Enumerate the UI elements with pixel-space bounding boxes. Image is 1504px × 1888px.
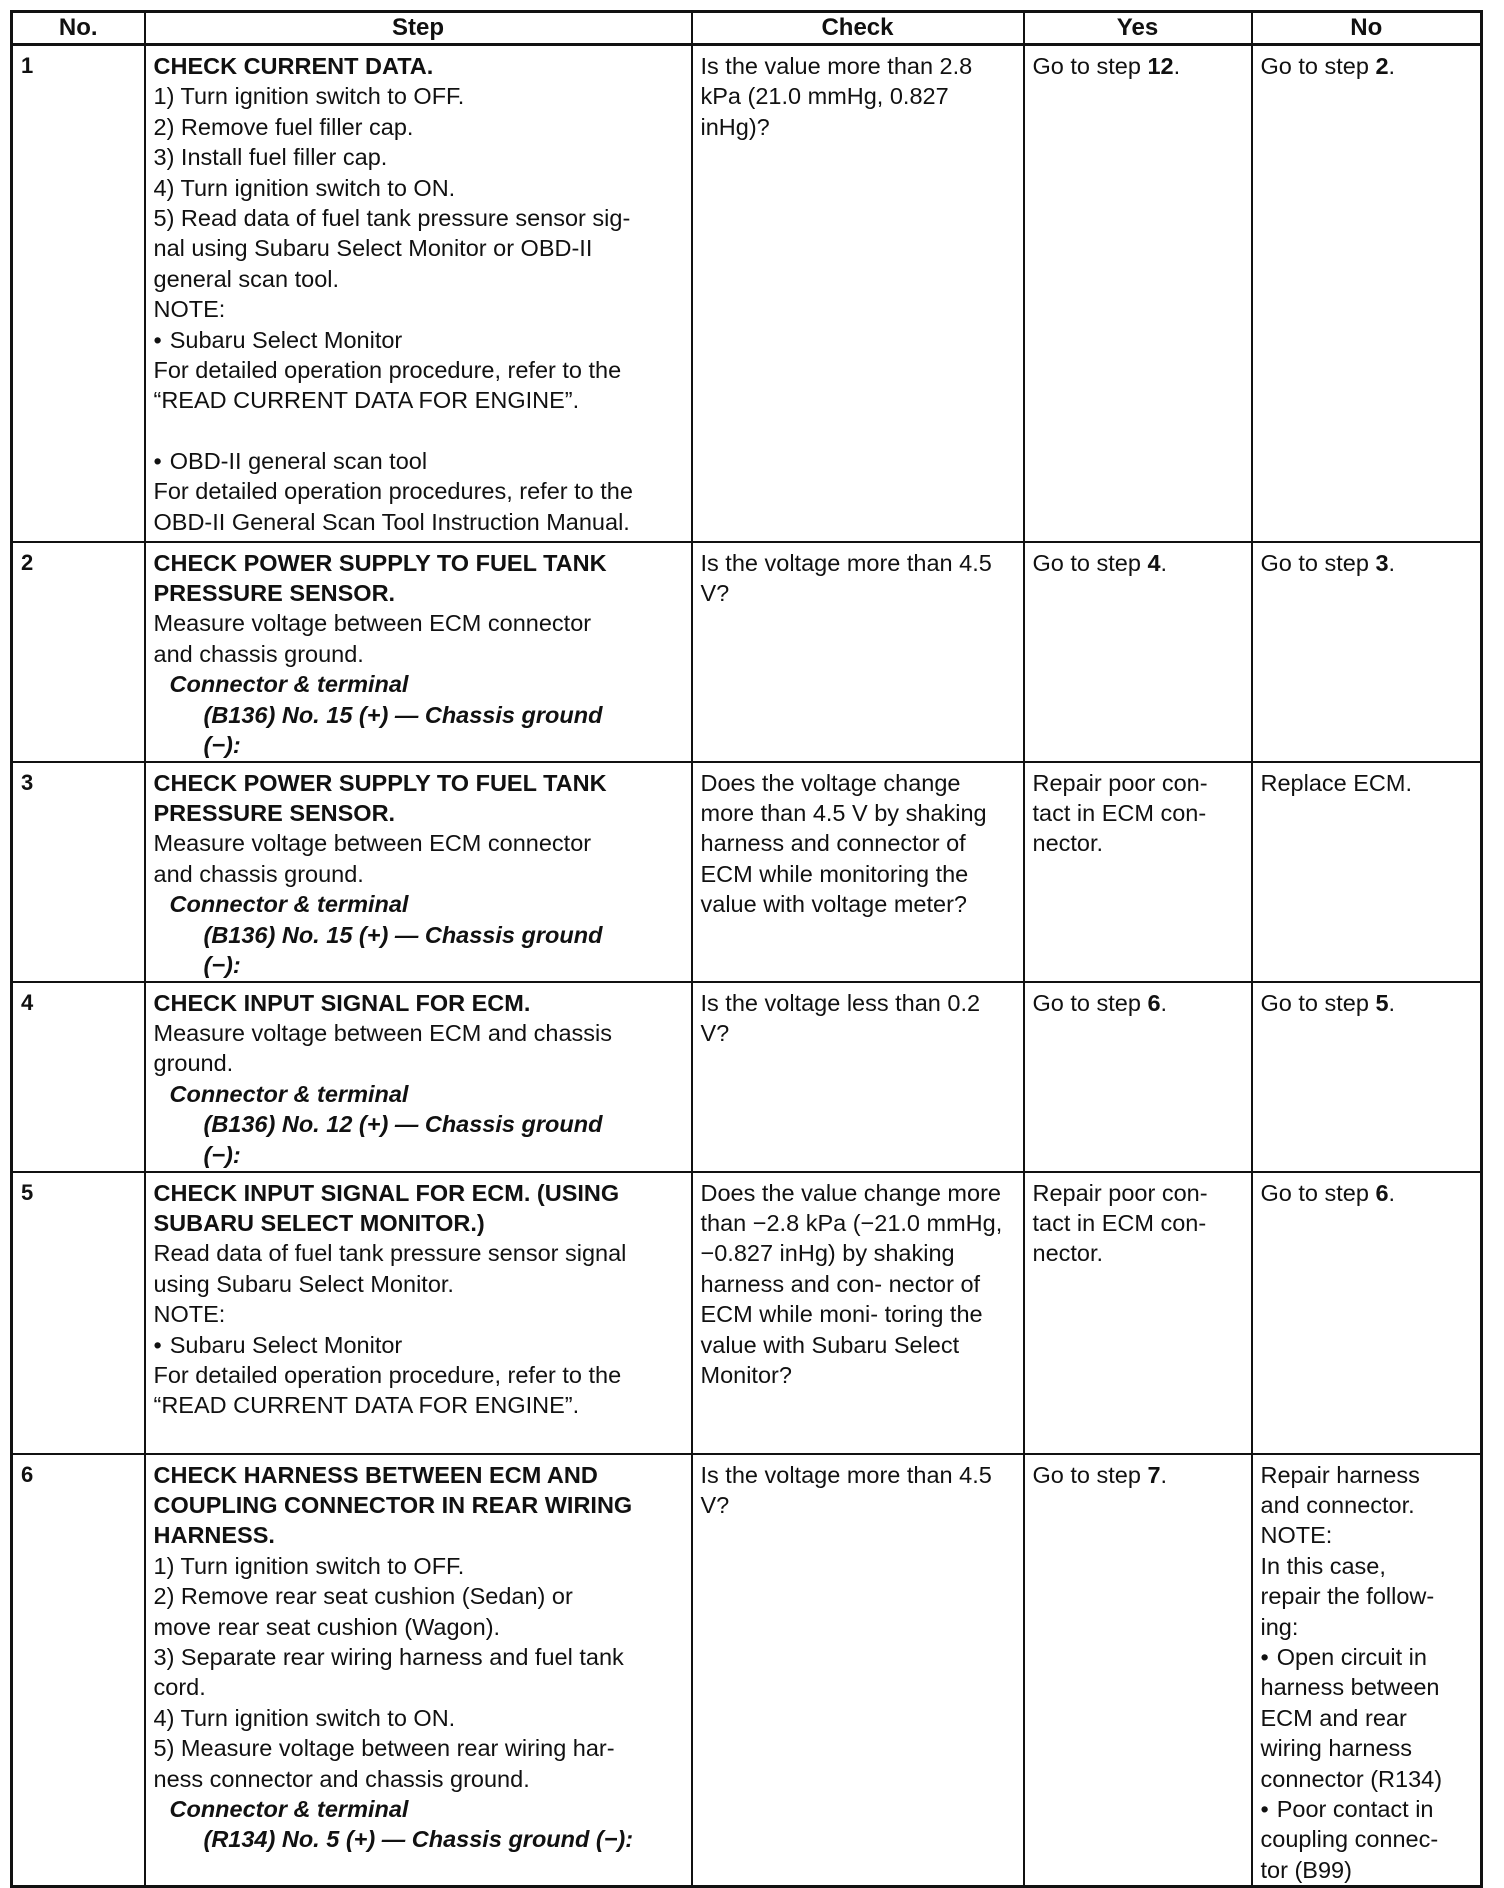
header-step: Step [145,12,692,45]
yes-prefix: Go to step [1032,549,1148,576]
no-prefix: Go to step [1260,1179,1376,1206]
step-cell [145,45,692,542]
step-title: PRESSURE SENSOR. [153,799,396,826]
step-number: 5 [12,1172,145,1454]
no-suffix: . [1388,1179,1396,1206]
step-title: CHECK POWER SUPPLY TO FUEL TANK [153,769,607,796]
step-title: CHECK CURRENT DATA. [153,53,434,79]
table-row [12,1454,1482,1887]
step-number: 3 [12,762,145,982]
connector-terminal-label: Connector & terminal [169,671,409,698]
no-suffix: . [1388,989,1396,1016]
header-yes: Yes [1024,12,1252,45]
step-line: For detailed operation procedure, refer to the [153,1361,622,1388]
no-suffix: . [1388,549,1396,576]
step-line: NOTE: [153,296,226,323]
no-line: and connector. [1260,1491,1415,1518]
yes-step-number: 6 [1147,989,1161,1016]
no-cell [1252,542,1482,762]
step-line: move rear seat cushion (Wagon). [153,1613,501,1640]
note-bullet: • Subaru Select Monitor [154,325,683,355]
step-line: 4) Turn ignition switch to ON. [153,1704,456,1731]
step-line: Measure voltage between ECM connector [153,610,592,637]
step-line: 4) Turn ignition switch to ON. [153,174,456,201]
step-line: 2) Remove rear seat cushion (Sedan) or [153,1583,573,1610]
step-line: 5) Measure voltage between rear wiring har- [153,1735,615,1762]
step-line: using Subaru Select Monitor. [153,1270,454,1297]
no-line: tor (B99) [1260,1856,1352,1883]
step-title: HARNESS. [153,1522,275,1549]
no-cell [1252,1454,1482,1887]
check-cell: Does the value change more than −2.8 kPa (−21.0 mmHg, −0.827 inHg) by shaking harness and con- nector of ECM while moni- toring the value with Subaru Select Monitor? [692,1172,1024,1454]
step-line: ground. [153,1050,234,1077]
header-no: No. [12,12,145,45]
step-cell [145,1454,692,1887]
no-step-number: 6 [1375,1179,1389,1206]
no-line: repair the follow- [1260,1583,1435,1610]
step-number: 2 [12,542,145,762]
connector-terminal-value: (−): [203,951,241,978]
step-cell [145,542,692,762]
note-bullet: • Subaru Select Monitor [154,1330,683,1360]
yes-cell [1024,982,1252,1172]
step-line: 1) Turn ignition switch to OFF. [153,83,465,110]
connector-terminal-value: (B136) No. 12 (+) — Chassis ground [203,1111,603,1138]
step-line: For detailed operation procedures, refer to the [153,478,633,505]
yes-prefix: Go to step [1032,53,1148,79]
no-bullet-line: • Poor contact in [1261,1794,1473,1824]
step-line: Read data of fuel tank pressure sensor signal [153,1240,627,1267]
connector-terminal-value: (B136) No. 15 (+) — Chassis ground [203,921,603,948]
step-line: “READ CURRENT DATA FOR ENGINE”. [153,387,580,414]
yes-step-number: 4 [1147,549,1161,576]
step-number: 4 [12,982,145,1172]
step-line: OBD-II General Scan Tool Instruction Manual. [153,508,630,535]
spacer [154,416,683,446]
step-number: 6 [12,1454,145,1887]
yes-cell [1024,1454,1252,1887]
step-line: 3) Separate rear wiring harness and fuel tank [153,1643,624,1670]
yes-suffix: . [1160,989,1168,1016]
step-line: and chassis ground. [153,860,364,887]
yes-suffix: . [1160,549,1168,576]
step-title: CHECK POWER SUPPLY TO FUEL TANK [153,549,607,576]
step-line: and chassis ground. [153,640,364,667]
yes-prefix: Go to step [1032,1461,1148,1488]
connector-terminal-value: (B136) No. 15 (+) — Chassis ground [203,701,603,728]
step-title: CHECK INPUT SIGNAL FOR ECM. [153,989,531,1016]
no-line: wiring harness [1260,1735,1413,1762]
no-line: ing: [1260,1613,1299,1640]
no-line: ECM and rear [1260,1704,1407,1731]
check-cell: Is the voltage more than 4.5 V? [692,542,1024,762]
yes-suffix: . [1160,1461,1168,1488]
no-line: coupling connec- [1260,1826,1439,1853]
no-bullet-line: • Open circuit in [1261,1642,1473,1672]
no-line: connector (R134) [1260,1765,1443,1792]
no-line: harness between [1260,1674,1440,1701]
step-cell [145,1172,692,1454]
step-title: CHECK INPUT SIGNAL FOR ECM. (USING [153,1179,620,1206]
step-line: 5) Read data of fuel tank pressure sensor sig- [153,205,631,232]
table-header-row [12,12,1482,45]
yes-step-number: 7 [1147,1461,1161,1488]
step-line: Measure voltage between ECM and chassis [153,1019,612,1046]
no-step-number: 2 [1375,53,1389,79]
no-cell: Replace ECM. [1252,762,1482,982]
step-line: 1) Turn ignition switch to OFF. [153,1552,465,1579]
step-line: cord. [153,1674,206,1701]
yes-cell [1024,542,1252,762]
step-title: COUPLING CONNECTOR IN REAR WIRING [153,1491,633,1518]
step-line: 3) Install fuel filler cap. [153,144,388,171]
step-number: 1 [12,45,145,542]
step-cell [145,762,692,982]
no-line: NOTE: [1260,1522,1333,1549]
connector-terminal-label: Connector & terminal [169,891,409,918]
diagnostic-procedure-table [10,10,1483,1888]
header-no-result: No [1252,12,1482,45]
step-line: Measure voltage between ECM connector [153,830,592,857]
yes-cell: Repair poor con- tact in ECM con- nector. [1024,1172,1252,1454]
no-cell [1252,1172,1482,1454]
no-prefix: Go to step [1260,549,1376,576]
no-line: Repair harness [1260,1461,1420,1488]
connector-terminal-value: (−): [203,1141,241,1168]
no-cell [1252,45,1482,542]
check-cell: Is the value more than 2.8 kPa (21.0 mmHg, 0.827 inHg)? [692,45,1024,542]
yes-cell [1024,45,1252,542]
step-title: CHECK HARNESS BETWEEN ECM AND [153,1461,598,1488]
table-row [12,762,1482,982]
no-step-number: 5 [1375,989,1389,1016]
no-line: In this case, [1260,1552,1386,1579]
step-line: nal using Subaru Select Monitor or OBD-II [153,235,593,262]
header-check: Check [692,12,1024,45]
table-row [12,1172,1482,1454]
connector-terminal-label: Connector & terminal [169,1080,409,1107]
yes-cell: Repair poor con- tact in ECM con- nector. [1024,762,1252,982]
no-suffix: . [1388,53,1396,79]
check-cell: Does the voltage change more than 4.5 V by shaking harness and connector of ECM while monitoring the value with voltage meter? [692,762,1024,982]
no-prefix: Go to step [1260,989,1376,1016]
yes-step-number: 12 [1147,53,1174,79]
yes-prefix: Go to step [1032,989,1148,1016]
step-title: PRESSURE SENSOR. [153,579,396,606]
step-cell [145,982,692,1172]
table-row [12,982,1482,1172]
step-line: 2) Remove fuel filler cap. [153,113,414,140]
step-title: SUBARU SELECT MONITOR.) [153,1209,485,1236]
no-cell [1252,982,1482,1172]
note-bullet: • OBD-II general scan tool [154,446,683,476]
check-cell: Is the voltage less than 0.2 V? [692,982,1024,1172]
step-line: ness connector and chassis ground. [153,1765,530,1792]
connector-terminal-label: Connector & terminal [169,1795,409,1822]
table-row [12,542,1482,762]
step-line: NOTE: [153,1301,226,1328]
no-step-number: 3 [1375,549,1389,576]
connector-terminal-value: (R134) No. 5 (+) — Chassis ground (−): [203,1826,634,1853]
yes-suffix: . [1173,53,1181,79]
step-line: general scan tool. [153,265,340,292]
no-prefix: Go to step [1260,53,1376,79]
step-line: For detailed operation procedure, refer to the [153,357,622,384]
table-row [12,45,1482,542]
check-cell: Is the voltage more than 4.5 V? [692,1454,1024,1887]
step-line: “READ CURRENT DATA FOR ENGINE”. [153,1392,580,1419]
diagnostic-table-frame [10,10,1480,1888]
connector-terminal-value: (−): [203,731,241,758]
